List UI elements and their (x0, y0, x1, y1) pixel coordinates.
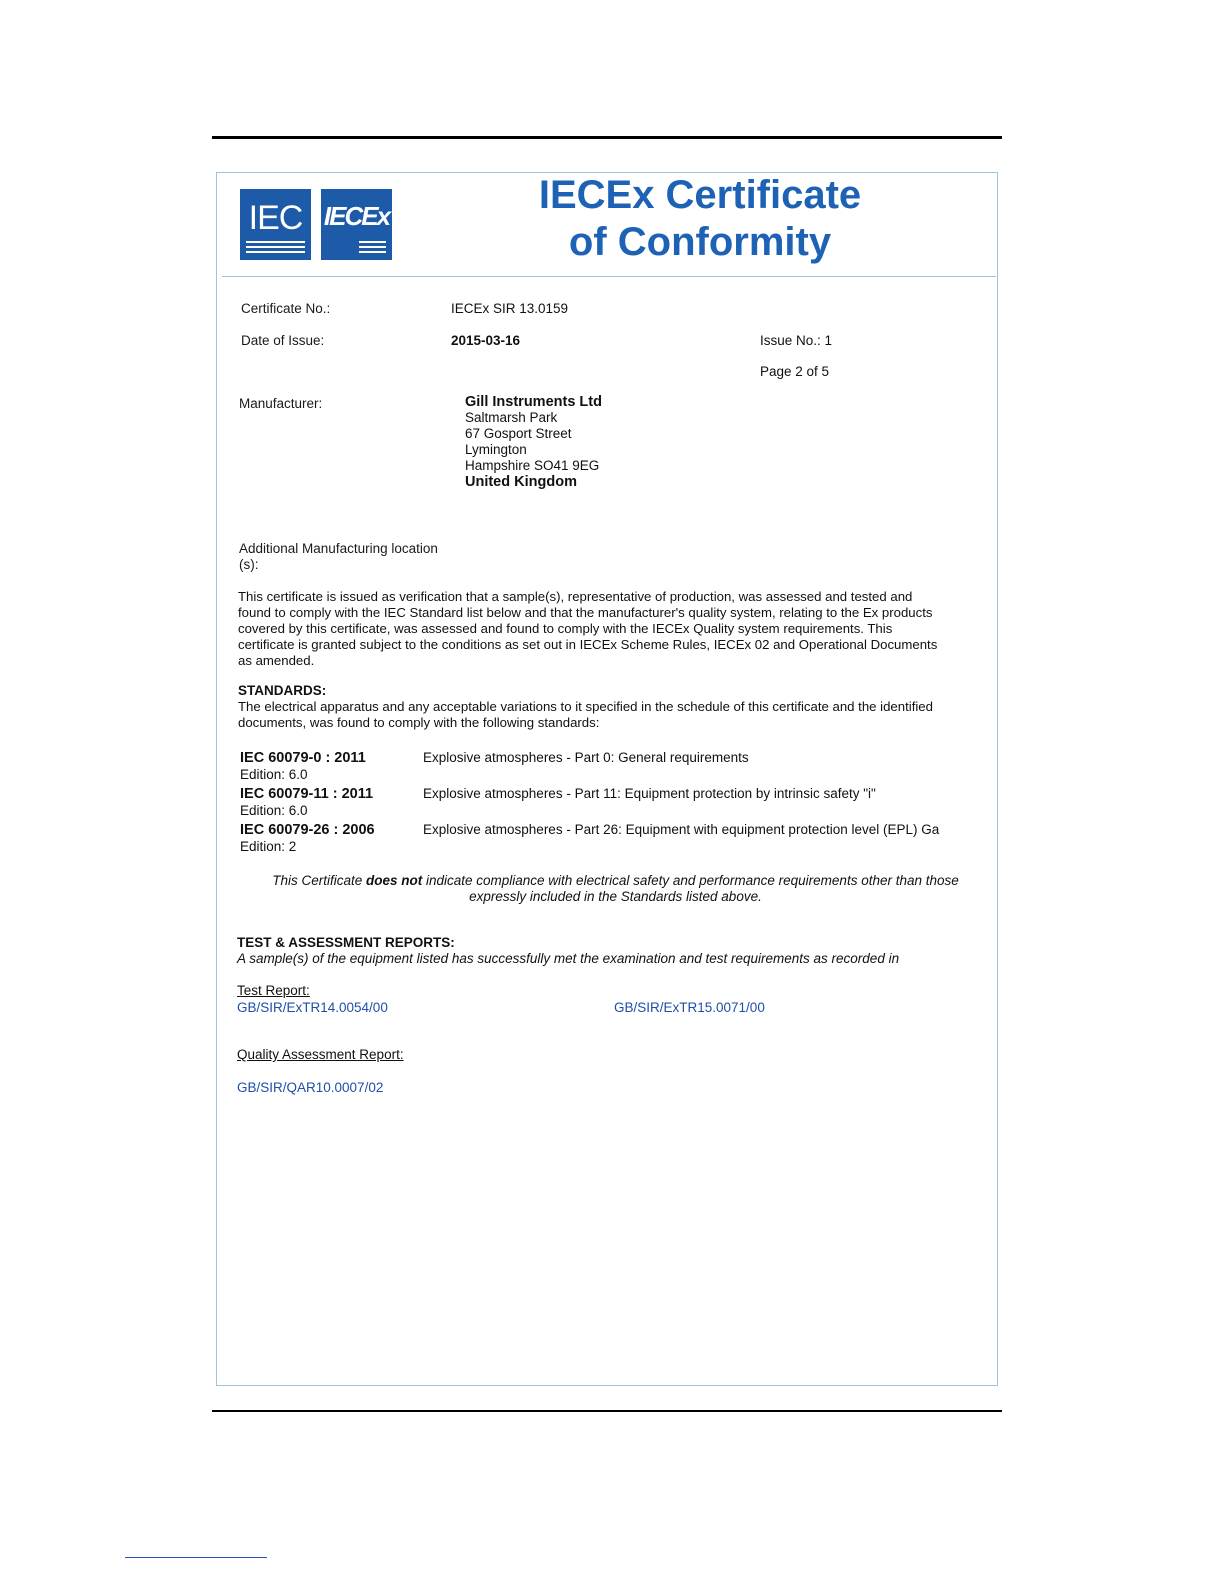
certificate-frame (216, 172, 998, 1386)
standards-disclaimer: This Certificate does not indicate compliance with electrical safety and performance requirements other than those expressly included in the Standards listed above. (272, 873, 959, 904)
qar-link[interactable]: GB/SIR/QAR10.0007/02 (237, 1080, 384, 1095)
address-line: Lymington (465, 442, 527, 457)
standard-edition: Edition: 2 (240, 839, 297, 854)
iec-logo: IEC (240, 189, 311, 260)
issue-no: Issue No.: 1 (760, 333, 833, 348)
intro-paragraph: This certificate is issued as verification that a sample(s), representative of production, was assessed and tested and found to comply with the IEC Standard list below and that the manufacturer's quality system, relating to the Ex products covered by this certificate, was assessed and found to comply with the IECEx Quality system requirements. This certificate is granted subject to the conditions as set out in IECEx Scheme Rules, IECEx 02 and Operational Documents as amended. (238, 589, 938, 668)
standard-code: IEC 60079-0 : 2011 (240, 750, 366, 766)
standard-code: IEC 60079-26 : 2006 (240, 822, 375, 838)
reports-description: A sample(s) of the equipment listed has successfully met the examination and test requirements as recorded in (237, 951, 900, 966)
title-line-1: IECEx Certificate (538, 173, 862, 217)
date-value: 2015-03-16 (451, 333, 521, 348)
additional-location-label: Additional Manufacturing location (s): (239, 541, 438, 572)
address-country: United Kingdom (465, 474, 577, 490)
reports-heading: TEST & ASSESSMENT REPORTS: (237, 935, 455, 950)
manufacturer-address (465, 394, 602, 490)
top-rule (212, 136, 1002, 139)
qar-label: Quality Assessment Report: (237, 1047, 404, 1062)
standard-title: Explosive atmospheres - Part 11: Equipment protection by intrinsic safety "i" (423, 786, 876, 801)
test-report-label: Test Report: (237, 983, 310, 998)
certificate-no-label: Certificate No.: (241, 301, 331, 316)
manufacturer-label: Manufacturer: (239, 396, 323, 411)
manufacturer-name: Gill Instruments Ltd (465, 394, 602, 410)
iecex-logo: IECEx (321, 189, 392, 260)
footer-link-underline (125, 1557, 267, 1558)
page-title (500, 172, 900, 266)
standards-heading: STANDARDS: (238, 683, 327, 698)
standard-edition: Edition: 6.0 (240, 767, 308, 782)
standard-title: Explosive atmospheres - Part 26: Equipment with equipment protection level (EPL) Ga (423, 822, 940, 837)
test-report-link[interactable]: GB/SIR/ExTR15.0071/00 (614, 1000, 765, 1015)
standard-title: Explosive atmospheres - Part 0: General requirements (423, 750, 749, 765)
title-line-2: of Conformity (568, 220, 832, 264)
address-line: 67 Gosport Street (465, 426, 572, 441)
address-line: Hampshire SO41 9EG (465, 458, 600, 473)
standard-code: IEC 60079-11 : 2011 (240, 786, 374, 802)
test-report-link[interactable]: GB/SIR/ExTR14.0054/00 (237, 1000, 388, 1015)
standard-edition: Edition: 6.0 (240, 803, 308, 818)
certificate-no-value: IECEx SIR 13.0159 (451, 301, 569, 316)
standards-description: The electrical apparatus and any acceptable variations to it specified in the schedule of this certificate and the identified documents, was found to comply with the following standards: (238, 699, 933, 730)
address-line: Saltmarsh Park (465, 410, 558, 425)
date-label: Date of Issue: (241, 333, 325, 348)
page-number: Page 2 of 5 (760, 364, 830, 379)
bottom-rule (212, 1410, 1002, 1412)
